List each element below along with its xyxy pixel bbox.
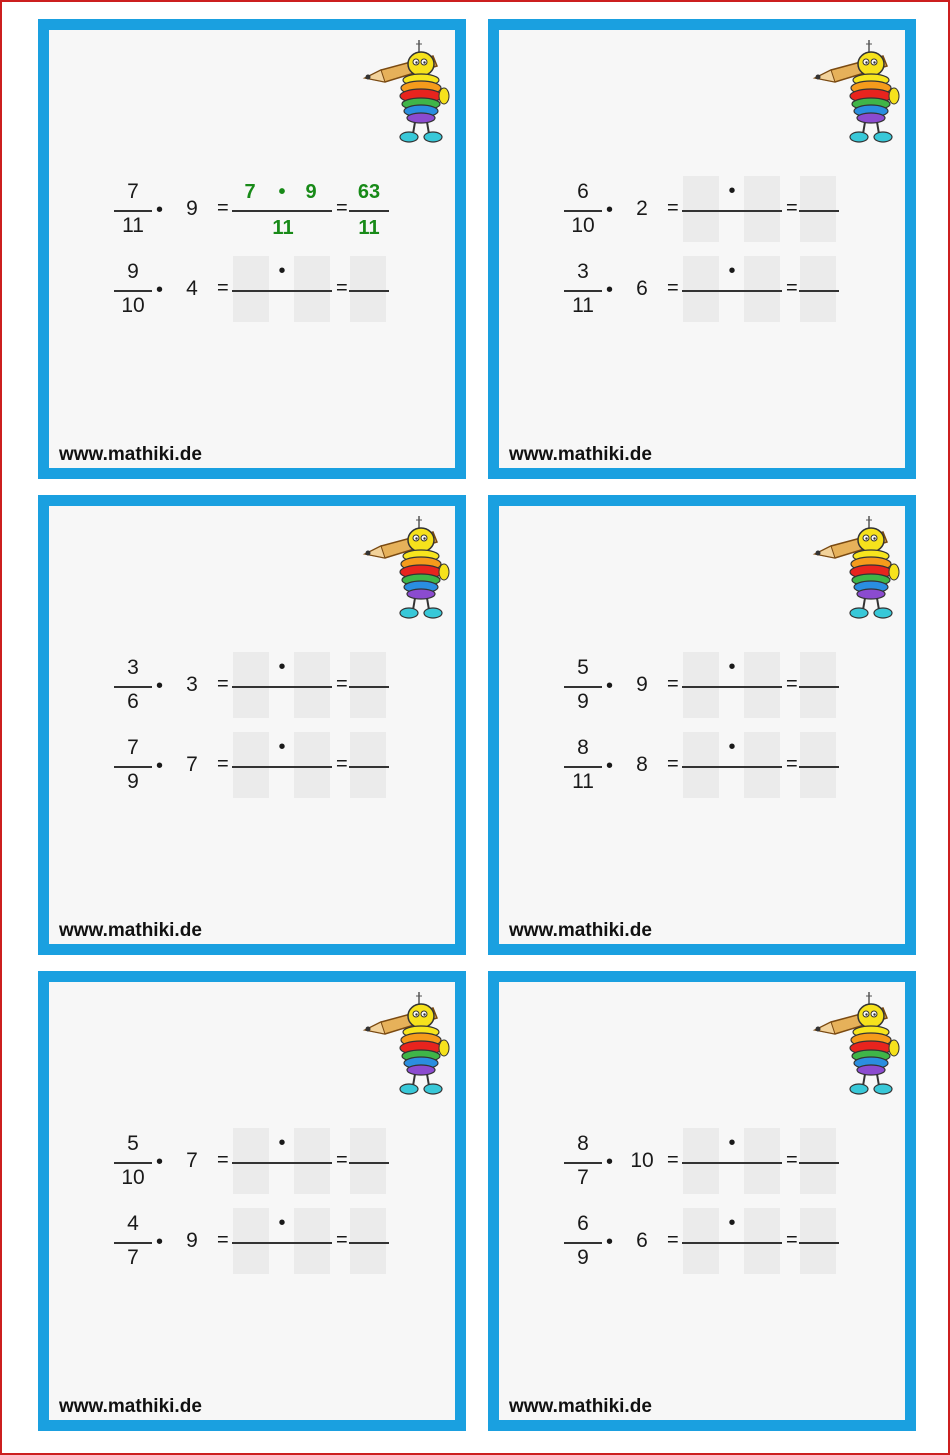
whole-number-factor: 4 (186, 277, 198, 300)
answer-multiply-sign: • (278, 736, 286, 758)
exercise-card (38, 971, 466, 1431)
fraction (563, 176, 603, 244)
exercise-card (488, 971, 916, 1431)
pencil-worm-mascot-icon (811, 516, 911, 626)
fraction-denominator: 11 (572, 294, 594, 317)
fraction-bar (564, 686, 602, 688)
multiply-sign: • (156, 1231, 164, 1253)
equals-sign: = (336, 197, 348, 219)
exercise-card (488, 19, 916, 479)
answer-fraction-bar (682, 290, 782, 292)
equals-sign: = (667, 673, 679, 695)
whole-number-factor: 10 (630, 1149, 654, 1172)
answer-numerator-right-box[interactable] (744, 176, 780, 242)
result-fraction-bar (799, 766, 839, 768)
answer-multiply-sign: • (278, 656, 286, 678)
fraction (563, 1208, 603, 1276)
whole-number-factor: 6 (636, 277, 648, 300)
fraction-exercise (563, 652, 863, 720)
whole-number-factor: 7 (186, 753, 198, 776)
fraction-numerator: 7 (127, 736, 139, 759)
result-fraction-bar (799, 1242, 839, 1244)
fraction (113, 256, 153, 324)
fraction-numerator: 6 (577, 1212, 589, 1235)
equals-sign: = (667, 1149, 679, 1171)
result-fraction-bar (349, 1242, 389, 1244)
site-url[interactable]: www.mathiki.de (509, 444, 652, 465)
answer-numerator-left-box[interactable] (233, 732, 269, 798)
answer-fraction-bar (682, 686, 782, 688)
answer-numerator-left-box[interactable] (233, 1208, 269, 1274)
equals-sign: = (667, 1229, 679, 1251)
result-fraction-bar (799, 686, 839, 688)
equals-sign: = (786, 1149, 798, 1171)
result-denominator: 11 (358, 217, 380, 239)
solution-numerator-b: 9 (305, 181, 317, 203)
equals-sign: = (217, 673, 229, 695)
equals-sign: = (667, 277, 679, 299)
pencil-worm-mascot-icon (811, 992, 911, 1102)
answer-numerator-right-box[interactable] (294, 652, 330, 718)
fraction (563, 652, 603, 720)
multiply-sign: • (606, 199, 614, 221)
answer-numerator-right-box[interactable] (294, 1208, 330, 1274)
fraction-bar (114, 766, 152, 768)
result-numerator: 63 (357, 181, 381, 203)
fraction-bar (114, 686, 152, 688)
answer-numerator-right-box[interactable] (744, 256, 780, 322)
fraction-bar (564, 290, 602, 292)
answer-fraction-bar (232, 1242, 332, 1244)
fraction-numerator: 5 (127, 1132, 139, 1155)
fraction-bar (114, 1242, 152, 1244)
fraction (563, 1128, 603, 1196)
answer-multiply-sign: • (728, 1132, 736, 1154)
fraction (113, 1128, 153, 1196)
fraction-denominator: 11 (572, 770, 594, 793)
fraction-numerator: 6 (577, 180, 589, 203)
site-url[interactable]: www.mathiki.de (59, 1396, 202, 1417)
equals-sign: = (786, 673, 798, 695)
equals-sign: = (217, 277, 229, 299)
answer-fraction-bar (232, 686, 332, 688)
fraction-denominator: 10 (571, 214, 595, 237)
fraction (563, 256, 603, 324)
fraction-numerator: 3 (577, 260, 589, 283)
result-fraction-bar (349, 1162, 389, 1164)
fraction-denominator: 9 (577, 1246, 589, 1269)
equals-sign: = (336, 753, 348, 775)
answer-multiply-sign: • (728, 180, 736, 202)
fraction (113, 176, 153, 244)
fraction-exercise (113, 256, 413, 324)
fraction-denominator: 6 (127, 690, 139, 713)
solution-denominator: 11 (272, 217, 294, 239)
answer-numerator-left-box[interactable] (233, 652, 269, 718)
answer-numerator-left-box[interactable] (683, 1128, 719, 1194)
answer-numerator-right-box[interactable] (294, 1128, 330, 1194)
whole-number-factor: 7 (186, 1149, 198, 1172)
equals-sign: = (667, 197, 679, 219)
equals-sign: = (786, 1229, 798, 1251)
pencil-worm-mascot-icon (361, 516, 461, 626)
result-box[interactable] (350, 732, 386, 798)
fraction-denominator: 10 (121, 1166, 145, 1189)
answer-fraction-bar (232, 210, 332, 212)
fraction (563, 732, 603, 800)
whole-number-factor: 3 (186, 673, 198, 696)
equals-sign: = (786, 277, 798, 299)
equals-sign: = (336, 1229, 348, 1251)
equals-sign: = (336, 673, 348, 695)
answer-fraction-bar (232, 766, 332, 768)
result-box[interactable] (800, 256, 836, 322)
result-box[interactable] (800, 652, 836, 718)
exercise-card (488, 495, 916, 955)
equals-sign: = (217, 1229, 229, 1251)
site-url[interactable]: www.mathiki.de (509, 1396, 652, 1417)
result-box[interactable] (800, 1208, 836, 1274)
solution-numerator-a: 7 (244, 181, 256, 203)
multiply-sign: • (156, 279, 164, 301)
answer-multiply-sign: • (728, 260, 736, 282)
result-fraction-bar (799, 1162, 839, 1164)
multiply-sign: • (606, 279, 614, 301)
answer-numerator-left-box[interactable] (683, 732, 719, 798)
result-box[interactable] (800, 732, 836, 798)
pencil-worm-mascot-icon (811, 40, 911, 150)
answer-multiply-sign: • (728, 736, 736, 758)
result-box[interactable] (800, 1128, 836, 1194)
pencil-worm-mascot-icon (361, 992, 461, 1102)
answer-fraction-bar (682, 1162, 782, 1164)
result-fraction-bar (349, 686, 389, 688)
fraction-numerator: 4 (127, 1212, 139, 1235)
equals-sign: = (786, 197, 798, 219)
fraction-bar (564, 1242, 602, 1244)
fraction-numerator: 8 (577, 1132, 589, 1155)
fraction-exercise (563, 1208, 863, 1276)
fraction-exercise (113, 732, 413, 800)
answer-numerator-right-box[interactable] (294, 256, 330, 322)
fraction-bar (564, 210, 602, 212)
answer-numerator-left-box[interactable] (683, 1208, 719, 1274)
whole-number-factor: 2 (636, 197, 648, 220)
equals-sign: = (786, 753, 798, 775)
site-url[interactable]: www.mathiki.de (509, 920, 652, 941)
equals-sign: = (336, 1149, 348, 1171)
fraction-numerator: 3 (127, 656, 139, 679)
whole-number-factor: 6 (636, 1229, 648, 1252)
multiply-sign: • (156, 1151, 164, 1173)
result-box[interactable] (800, 176, 836, 242)
equals-sign: = (336, 277, 348, 299)
answer-fraction-bar (232, 290, 332, 292)
fraction-exercise (113, 1128, 413, 1196)
equals-sign: = (217, 753, 229, 775)
answer-numerator-right-box[interactable] (744, 1128, 780, 1194)
answer-numerator-right-box[interactable] (744, 732, 780, 798)
whole-number-factor: 9 (186, 197, 198, 220)
answer-multiply-sign: • (728, 1212, 736, 1234)
fraction-exercise (563, 176, 863, 244)
multiply-sign: • (606, 1151, 614, 1173)
answer-numerator-left-box[interactable] (683, 256, 719, 322)
fraction-denominator: 9 (577, 690, 589, 713)
result-fraction-bar (799, 210, 839, 212)
fraction-exercise (563, 1128, 863, 1196)
fraction-denominator: 7 (577, 1166, 589, 1189)
answer-numerator-left-box[interactable] (233, 256, 269, 322)
fraction (113, 732, 153, 800)
fraction-exercise (113, 652, 413, 720)
fraction-numerator: 8 (577, 736, 589, 759)
fraction-exercise (563, 256, 863, 324)
answer-numerator-left-box[interactable] (683, 652, 719, 718)
answer-numerator-right-box[interactable] (744, 1208, 780, 1274)
fraction-numerator: 9 (127, 260, 139, 283)
equals-sign: = (667, 753, 679, 775)
multiply-sign: • (156, 755, 164, 777)
fraction-exercise (563, 732, 863, 800)
fraction-bar (114, 290, 152, 292)
answer-fraction-bar (232, 1162, 332, 1164)
fraction-exercise (113, 176, 413, 244)
whole-number-factor: 9 (636, 673, 648, 696)
equals-sign: = (217, 197, 229, 219)
fraction-bar (564, 766, 602, 768)
result-box[interactable] (350, 652, 386, 718)
multiply-sign: • (156, 199, 164, 221)
multiply-sign: • (156, 675, 164, 697)
fraction-exercise (113, 1208, 413, 1276)
multiply-sign: • (606, 755, 614, 777)
answer-multiply-sign: • (278, 1132, 286, 1154)
site-url[interactable]: www.mathiki.de (59, 920, 202, 941)
answer-fraction-bar (682, 1242, 782, 1244)
answer-multiply-sign: • (278, 1212, 286, 1234)
fraction-denominator: 10 (121, 294, 145, 317)
answer-numerator-left-box[interactable] (683, 176, 719, 242)
fraction-bar (114, 210, 152, 212)
fraction (113, 1208, 153, 1276)
multiply-sign: • (606, 675, 614, 697)
pencil-worm-mascot-icon (361, 40, 461, 150)
result-fraction-bar (799, 290, 839, 292)
equals-sign: = (217, 1149, 229, 1171)
result-fraction-bar (349, 766, 389, 768)
exercise-card (38, 19, 466, 479)
whole-number-factor: 8 (636, 753, 648, 776)
fraction-denominator: 9 (127, 770, 139, 793)
result-box[interactable] (350, 1128, 386, 1194)
fraction-bar (564, 1162, 602, 1164)
answer-fraction-bar (682, 766, 782, 768)
fraction-bar (114, 1162, 152, 1164)
fraction-denominator: 11 (122, 214, 144, 237)
result-box[interactable] (350, 256, 386, 322)
answer-fraction-bar (682, 210, 782, 212)
answer-multiply-sign: • (278, 260, 286, 282)
exercise-card (38, 495, 466, 955)
site-url[interactable]: www.mathiki.de (59, 444, 202, 465)
answer-numerator-right-box[interactable] (294, 732, 330, 798)
fraction (113, 652, 153, 720)
answer-multiply-sign: • (728, 656, 736, 678)
fraction-numerator: 7 (127, 180, 139, 203)
whole-number-factor: 9 (186, 1229, 198, 1252)
result-box[interactable] (350, 1208, 386, 1274)
multiply-sign: • (606, 1231, 614, 1253)
answer-numerator-left-box[interactable] (233, 1128, 269, 1194)
result-fraction-bar (349, 290, 389, 292)
answer-numerator-right-box[interactable] (744, 652, 780, 718)
result-fraction-bar (349, 210, 389, 212)
fraction-denominator: 7 (127, 1246, 139, 1269)
solution-multiply-sign: • (278, 181, 286, 203)
fraction-numerator: 5 (577, 656, 589, 679)
